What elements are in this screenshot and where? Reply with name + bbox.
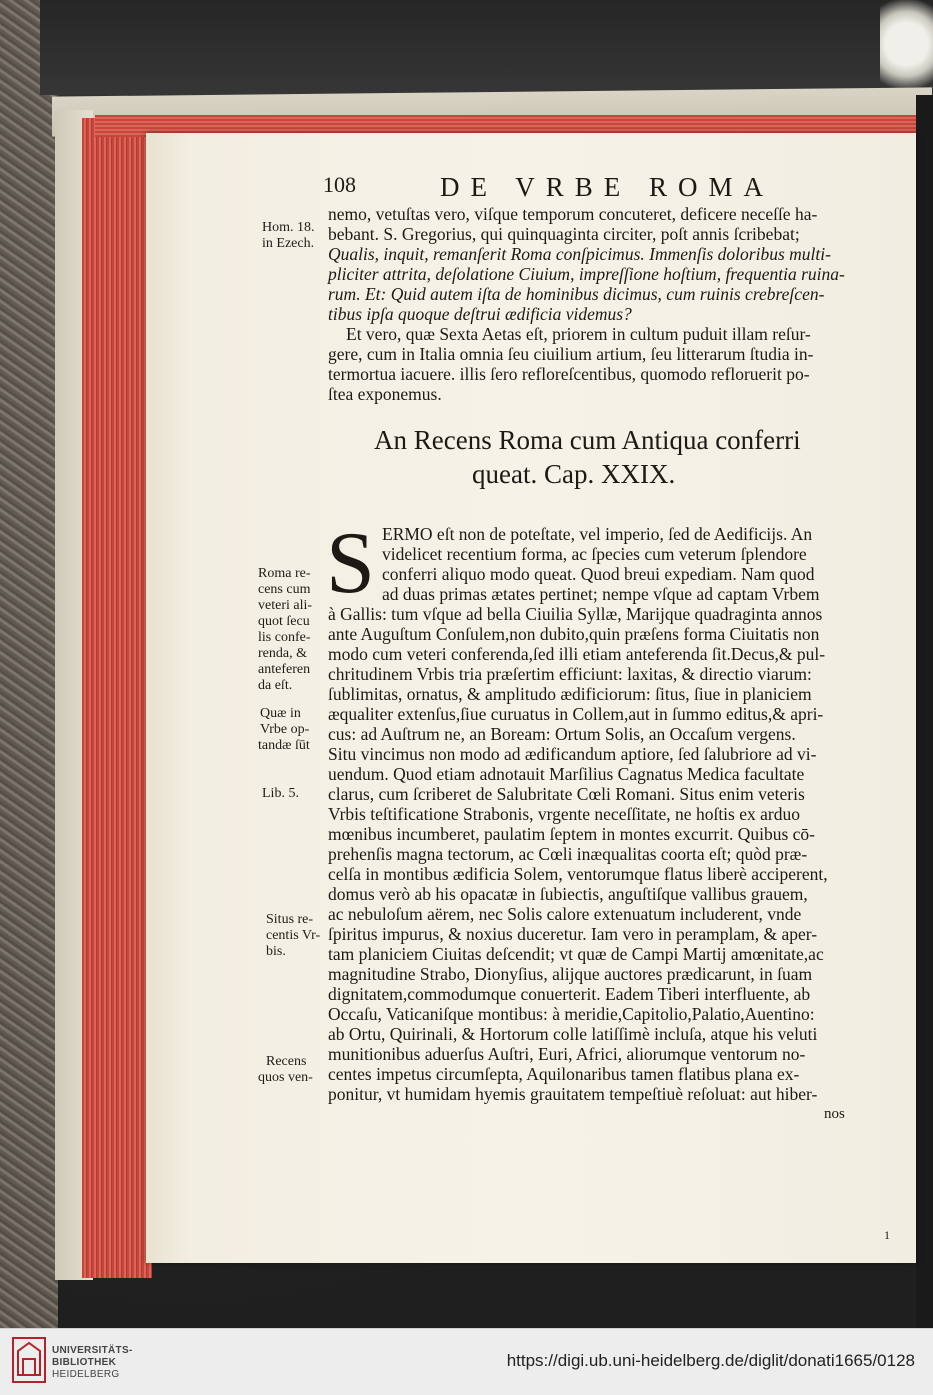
library-name[interactable]	[52, 1345, 133, 1381]
margin-note: centis Vr-	[266, 928, 321, 943]
text-line: à Gallis: tum vſque ad bella Ciuilia Syllæ, Marijque quadraginta annos	[328, 604, 823, 624]
margin-note: da eſt.	[258, 678, 293, 693]
text-line: tibus ipſa quoque deſtrui ædificia videmus?	[328, 304, 632, 324]
running-head: DE VRBE ROMA	[440, 172, 775, 202]
text-line: ERMO eſt non de poteſtate, vel imperio, ſed de Aedificijs. An	[382, 524, 813, 544]
text-line: Situ vincimus non modo ad ædificandum aptiore, ſed ſalubriore ad vi-	[328, 744, 817, 764]
text-line: Occaſu, Vaticaniſque montibus: à meridie,Capitolio,Palatio,Auentino:	[328, 1004, 815, 1024]
text-line: nemo, vetuſtas vero, viſque temporum concuteret, deficere neceſſe ha-	[328, 204, 818, 224]
margin-note: bis.	[266, 944, 286, 959]
margin-note: anteferen	[258, 662, 311, 677]
margin-note: Vrbe op-	[260, 722, 310, 737]
margin-note: Roma re-	[258, 566, 311, 581]
text-line: mœnibus incumberet, paulatim ſeptem in montes excurrit. Quibus cō-	[328, 824, 815, 844]
text-line: ſtea exponemus.	[328, 384, 442, 404]
heidelberg-library-logo-icon[interactable]	[12, 1337, 46, 1383]
text-line: chritudinem Vrbis tria præſertim efficiunt: laxitas, & directio viarum:	[328, 664, 812, 684]
book-cover-top	[40, 0, 933, 95]
catchword: nos	[824, 1106, 845, 1122]
text-line: Et vero, quæ Sexta Aetas eſt, priorem in cultum puduit illam reſur-	[346, 324, 811, 344]
permalink-url[interactable]: https://digi.ub.uni-heidelberg.de/diglit/donati1665/0128	[506, 1351, 915, 1370]
text-line: cus: ad Auſtrum ne, an Boream: Ortum Solis, an Occaſum vergens.	[328, 724, 796, 744]
text-line: Qualis, inquit, remanſerit Roma conſpicimus. Immenſis doloribus multi-	[328, 244, 831, 264]
drop-cap: S	[326, 515, 375, 612]
margin-note: Quæ in	[260, 706, 301, 721]
text-line: ad duas primas ætates pertinet; nempe vſque ad captam Vrbem	[382, 584, 820, 604]
page-clip	[880, 0, 933, 110]
text-line: ſpiritus impurus, & noxius duceretur. Iam vero in peramplam, & aper-	[328, 924, 818, 944]
margin-note: Hom. 18.	[262, 220, 315, 235]
margin-note: Situs re-	[266, 912, 314, 927]
text-line: ponitur, vt humidam hyemis grauitatem tempeſtiuè reſoluat: aut hiber-	[328, 1084, 818, 1104]
text-line: dignitatem,commodumque conuerterit. Eadem Tiberi interfluente, ab	[328, 984, 811, 1004]
text-line: ac nebuloſum aërem, nec Solis calore extenuatum includerent, vnde	[328, 904, 802, 924]
text-line: conferri aliquo modo queat. Quod breui expediam. Nam quod	[382, 564, 815, 584]
text-line: uendum. Quod etiam adnotauit Marſilius Cagnatus Medica facultate	[328, 764, 805, 784]
margin-note: cens cum	[258, 582, 311, 597]
margin-note: tandæ ſūt	[258, 738, 310, 753]
chapter-subtitle: queat. Cap. XXIX.	[472, 459, 676, 489]
margin-note: quos ven-	[258, 1070, 313, 1085]
text-line: Vrbis teſtificatione Strabonis, vrgente neceſſitate, ne hoſtis ex arduo	[328, 804, 800, 824]
library-name-line: BIBLIOTHEK	[52, 1357, 117, 1368]
text-line: clarus, cum ſcriberet de Salubritate Cœli Romani. Situs enim veteris	[328, 784, 805, 804]
text-line: rum. Et: Quid autem iſta de hominibus dicimus, cum ruinis crebreſcen-	[328, 284, 825, 304]
text-line: gere, cum in Italia omnia ſeu ciuilium artium, ſeu litterarum ſtudia in-	[328, 344, 814, 364]
text-line: pliciter attrita, deſolatione Ciuium, impreſſione hoſtium, frequentia ruina-	[328, 264, 845, 284]
text-line: domus verò ab his opacatæ in ſubiectis, anguſtiſque vallibus grauem,	[328, 884, 808, 904]
margin-note: Recens	[266, 1054, 307, 1069]
chapter-title: An Recens Roma cum Antiqua conferri	[374, 425, 801, 455]
library-name-line: UNIVERSITÄTS-	[52, 1345, 133, 1356]
text-line: tam planiciem Ciuitas deſcendit; vt quæ de Campi Martij amœnitate,ac	[328, 944, 824, 964]
background-right	[916, 95, 933, 1328]
text-line: ſublimitas, ornatus, & amplitudo ædificiorum: ſitus, ſiue in planiciem	[328, 684, 812, 704]
page-number: 108	[323, 172, 356, 197]
text-line: munitionibus aduerſus Auſtri, Euri, Africi, aliorumque ventorum no-	[328, 1044, 806, 1064]
margin-note: in Ezech.	[262, 236, 315, 251]
margin-note: quot ſecu	[258, 614, 310, 629]
red-page-edges	[82, 118, 152, 1278]
marbled-cover-board	[0, 0, 58, 1328]
text-line: celſa in montibus ædificia Solem, ventorumque flatus liberè acciperent,	[328, 864, 828, 884]
text-line: ab Ortu, Quirinali, & Hortorum colle latiſſimè incluſa, atque his veluti	[328, 1024, 818, 1044]
margin-note: lis confe-	[258, 630, 311, 645]
library-name-line: HEIDELBERG	[52, 1369, 120, 1380]
corner-mark: 1	[884, 1228, 890, 1242]
text-line: ante Auguſtum Conſulem,non dubito,quin præſens forma Ciuitatis non	[328, 624, 820, 644]
text-line: bebant. S. Gregorius, qui quinquaginta circiter, poſt annis ſcribebat;	[328, 224, 800, 244]
margin-note: Lib. 5.	[262, 786, 299, 801]
text-line: videlicet recentium forma, ac ſpecies cum veterum ſplendore	[382, 544, 807, 564]
text-line: centes impetus circumſepta, Aquilonaribus tamen flatibus plana ex-	[328, 1064, 800, 1084]
text-line: æqualiter extenſus,ſiue curuatus in Collem,aut in ſummo editus,& apri-	[328, 704, 824, 724]
text-line: magnitudine Strabo, Dionyſius, alijque auctores prædicarunt, in ſuam	[328, 964, 813, 984]
text-line: termortua iacuere. illis ſero refloreſcentibus, quomodo refloruerit po-	[328, 364, 810, 384]
margin-note: renda, &	[258, 646, 307, 661]
margin-note: veteri ali-	[258, 598, 313, 613]
text-line: modo cum veteri conferenda,ſed illi etiam anteferenda ſit.Decus,& pul-	[328, 644, 826, 664]
text-line: prehenſis magna tectorum, ac Cœli inæqualitas coorta eſt; quòd præ-	[328, 844, 808, 864]
